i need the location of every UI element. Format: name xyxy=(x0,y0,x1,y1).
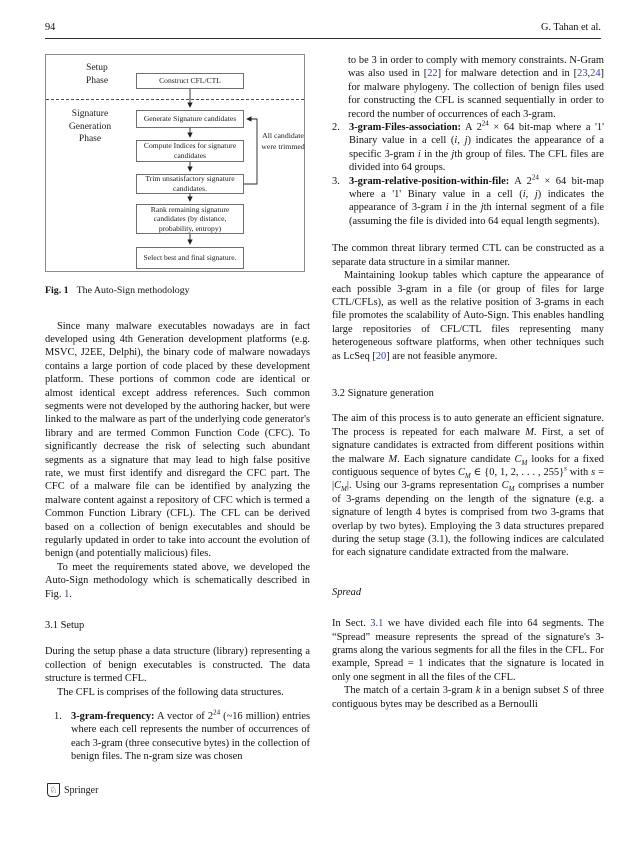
list-item xyxy=(45,710,310,764)
flow-box-rank-candidates: Rank remaining signature candidates (by distance, probability, entropy) xyxy=(136,204,244,234)
list-item-number: 2. xyxy=(332,122,340,134)
text-segment: i xyxy=(445,202,449,214)
text-segment: (~16 million) entries where each cell represents the number of occurrences of each 3-gram (three consecutive bytes) in the collection of benign files. The n-gram size was chosen xyxy=(71,711,310,763)
text-segment: of three contiguous bytes may be described as a Bernoulli xyxy=(332,685,604,710)
flow-box-trim-candidates: Trim unsatisfactory signature candidates. xyxy=(136,174,244,194)
text-segment: th internal segment of a file (assuming the file is divided into 64 equal length segments). xyxy=(349,202,604,227)
text-segment: M xyxy=(388,453,398,465)
figure-1-canvas xyxy=(45,54,305,272)
list-item-text xyxy=(349,121,604,175)
text-segment: i xyxy=(522,189,526,201)
phase-label-signature-generation: Signature Generation Phase xyxy=(68,109,112,145)
text-segment: j xyxy=(480,202,484,214)
text-segment: j xyxy=(534,189,538,201)
list-item-text xyxy=(349,175,604,229)
text-segment: The common threat library termed CTL can be constructed as a separate data structure in a similar manner. xyxy=(332,243,604,268)
text-segment: A vector of 2 xyxy=(154,711,214,723)
text-segment: Maintaining lookup tables which capture the appearance of each possible 3-gram in a file (or group of files for large CTL/CFLs), as well as the relative position of 3-grams in each file promotes the scalability of Auto-Sign. This enables handling large repositories of CFL/CTL files representing many heterogeneous software platforms, when other techniques such as LcSeq [ xyxy=(332,270,604,362)
text-segment: M xyxy=(341,485,347,494)
citation-link[interactable]: 20 xyxy=(375,350,387,362)
text-segment: 24 xyxy=(213,708,221,717)
text-segment: k xyxy=(475,685,481,697)
text-segment: j xyxy=(451,148,455,160)
text-segment: in the xyxy=(420,148,452,160)
text-segment: A 2 xyxy=(460,122,482,134)
spread-heading: Spread xyxy=(332,586,362,598)
list-item xyxy=(332,175,604,229)
text-segment: 3-gram-relative-position-within-file: xyxy=(349,175,510,187)
text-segment: During the setup phase a data structure (library) representing a collection of benign executables is constructed. The data structure is termed CFL. xyxy=(45,646,310,685)
paragraph xyxy=(348,54,604,121)
text-segment: to be 3 in order to comply with memory constraints. N-Gram was also used in [ xyxy=(348,55,604,80)
text-segment: = | xyxy=(332,466,604,492)
text-segment: The match of a certain 3-gram xyxy=(344,685,476,697)
text-segment: 3-gram-frequency: xyxy=(71,711,155,723)
flow-box-select-signature: Select best and final signature. xyxy=(136,247,244,269)
flow-box-construct-cfl-ctl: Construct CFL/CTL xyxy=(136,73,244,89)
two-column-body xyxy=(0,39,638,764)
paragraph xyxy=(45,561,310,601)
running-head: G. Tahan et al. xyxy=(541,22,601,33)
list-item-text xyxy=(71,710,310,764)
list-item-number: 1. xyxy=(54,711,62,723)
text-segment: i xyxy=(417,148,421,160)
text-segment: 24 xyxy=(531,173,539,182)
citation-link[interactable]: 22 xyxy=(427,68,438,80)
text-segment: ) indicates the appearance of 3-gram xyxy=(349,189,604,214)
text-segment: s xyxy=(591,466,596,478)
citation-link[interactable]: 3.1 xyxy=(370,618,384,630)
citation-link[interactable]: 24 xyxy=(590,68,601,80)
text-segment: The aim of this process is to auto generate an efficient signature. The process is repeated for each malware xyxy=(332,413,604,438)
text-segment: i xyxy=(454,135,458,147)
page-header xyxy=(0,0,638,38)
text-segment: A 2 xyxy=(509,175,532,187)
text-segment: . First, a set of signature candidates is extracted from different positions within the malware xyxy=(332,426,605,465)
text-segment: C xyxy=(334,480,342,492)
text-segment: C xyxy=(457,466,465,478)
paragraph xyxy=(45,686,310,699)
paragraph xyxy=(45,645,310,685)
text-segment: in a benign subset xyxy=(480,685,564,697)
text-segment: 24 xyxy=(481,119,489,128)
text-segment: j xyxy=(464,135,468,147)
text-segment: M xyxy=(525,426,534,438)
citation-link[interactable]: 1 xyxy=(64,588,70,600)
text-segment: C xyxy=(501,480,509,492)
figure-caption-text: The Auto-Sign methodology xyxy=(76,285,190,296)
text-segment: we have divided each file into 64 segments. The “Spread” measure represents the spread of the signature's 3-grams along the various segments for all the files in the CFL. For example, Spread = 1 indicates that the signature is located in only one segment in all the files of the CFL. xyxy=(332,618,604,683)
text-segment: M xyxy=(508,485,515,494)
text-segment: × 64 bit-map where a '1' Binary value in a cell ( xyxy=(349,122,604,147)
paragraph xyxy=(332,617,604,684)
text-segment: C xyxy=(514,453,522,465)
paragraph xyxy=(332,242,604,269)
text-segment: ] for malware phylogeny. The collection of benign files used for constructing the CFL is scanned sequentially in order to record the number of occurrences of each 3-gram. xyxy=(348,68,604,120)
text-segment: Since many malware executables nowadays are in fact developed using 4th Generation development platforms (e.g. MSVC, J2EE, Delphi), the binary code of malware nowadays contains a large portion of code placed by these development platform. These portions of common code are identical or almost identical except address references. Such common segments were not developed by the authoring hacker, but were linked to the malware as part of the underlying code generator's library and are termed Common Function Code (CFC). To significantly decrease the risk of selecting such abundant segments as a signature that may lead to high false positive rate, we must first identify and disregard the CFC part. The CFC of a malware file can be identified by analyzing the malware content against a repository of CFC which is termed a Common Function Library (CFL). The CFL can be derived based on a collection of benign executables and should be regularly updated in order to take into account the evolution of benign (and potentially malicious) files. xyxy=(45,320,310,560)
text-segment: M xyxy=(464,472,471,481)
text-segment: The CFL is comprises of the following data structures. xyxy=(57,686,284,698)
flow-box-generate-candidates: Generate Signature candidates xyxy=(136,110,244,128)
text-segment: s xyxy=(564,464,567,473)
text-segment: ] are not feasible anymore. xyxy=(386,350,498,362)
phase-divider-line xyxy=(46,99,304,100)
left-column xyxy=(45,54,310,764)
phase-label-setup: Setup Phase xyxy=(85,63,109,86)
page-number: 94 xyxy=(45,22,56,33)
figure-caption-label: Fig. 1 xyxy=(45,285,69,296)
flow-box-compute-indices: Compute Indices for signature candidates xyxy=(136,140,244,162)
text-segment: . xyxy=(69,588,72,600)
publisher-name: Springer xyxy=(64,784,99,796)
text-segment: |. Using our 3-grams representation xyxy=(346,480,502,492)
figure-caption xyxy=(45,285,310,298)
paragraph xyxy=(45,320,310,561)
text-segment: To meet the requirements stated above, we developed the Auto-Sign methodology which is schematically described in Fig. xyxy=(45,561,310,600)
text-segment: M xyxy=(521,458,528,467)
text-segment: , xyxy=(525,189,535,201)
text-segment: comprises a number of 3-grams depending on the length of the signature (e.g. a signature of length 4 bytes is comprised from two 3-grams that overlap by two bytes). Employing the 3 data structures prepared during the setup stage (3.1), the following indices are calculated for each signature candidate extracted from the malware. xyxy=(332,480,605,559)
text-segment: × 64 bit-map where a '1' Binary value in a cell ( xyxy=(349,175,604,201)
text-segment: looks for a fixed contiguous sequence of bytes xyxy=(332,453,604,478)
publisher-footer xyxy=(47,783,98,797)
citation-link[interactable]: 23 xyxy=(577,68,588,80)
list-item-number: 3. xyxy=(332,175,340,187)
text-segment: th group of files. The CFL files are divided into 64 groups. xyxy=(349,148,604,174)
paragraph xyxy=(332,269,604,363)
text-segment: ∈ {0, 1, 2, . . . , 255} xyxy=(470,466,565,478)
section-heading-3-2: 3.2 Signature generation xyxy=(332,387,434,399)
text-segment: , xyxy=(457,135,465,147)
text-segment: 3-gram-Files-association: xyxy=(349,122,461,134)
springer-logo-icon: ♘ xyxy=(47,783,60,797)
figure-side-note: All candidate were trimmed xyxy=(261,131,305,151)
section-heading-3-1: 3.1 Setup xyxy=(45,620,85,632)
text-segment: ) indicates the appearance of a specific 3-gram xyxy=(349,135,604,160)
text-segment: In Sect. xyxy=(332,618,371,630)
text-segment: with xyxy=(566,466,592,478)
paragraph xyxy=(332,684,604,711)
text-segment: ] for malware detection and in [ xyxy=(437,68,578,80)
right-column xyxy=(332,54,604,764)
text-segment: . Each signature candidate xyxy=(397,453,515,465)
paragraph xyxy=(332,412,604,559)
text-segment: , xyxy=(587,68,591,80)
list-item xyxy=(332,121,604,175)
text-segment: S xyxy=(563,685,569,697)
text-segment: in the xyxy=(448,202,481,214)
